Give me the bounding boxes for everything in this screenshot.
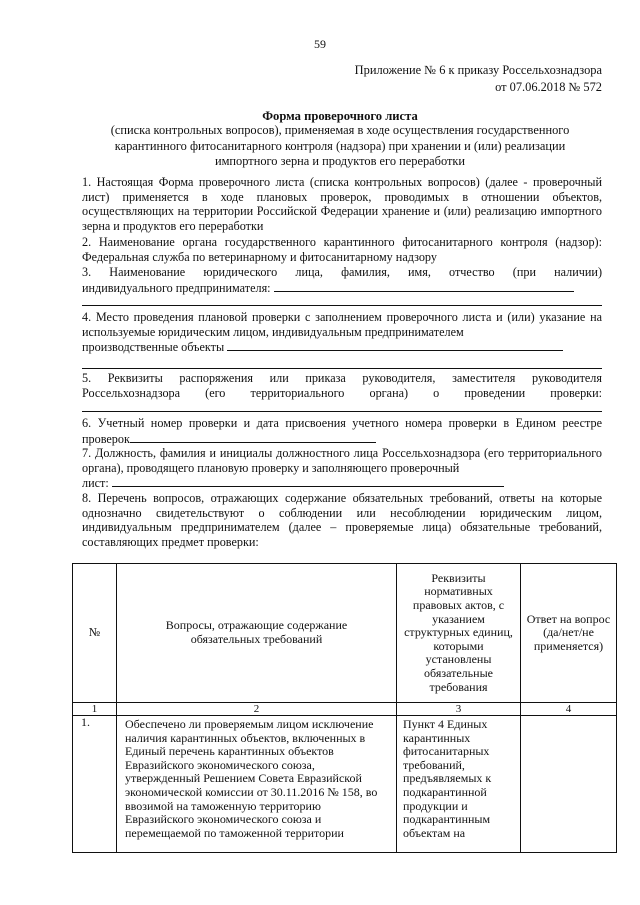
row-question: Обеспечено ли проверяемым лицом исключение наличия карантинных объектов, включенных в Единый перечень карантинных объектов Евразийского экономического союза, утвержденный Решением Совета Евразийской экономической комиссии от 30.11.2016 № 158, во ввозимой на таможенную территорию Евразийского экономического союза и перемещаемой по таможенной территории xyxy=(117,716,397,853)
row-number: 1. xyxy=(73,716,117,853)
item-7-label: лист: xyxy=(82,476,109,491)
form-title: Форма проверочного листа xyxy=(262,109,418,123)
item-8-text: 8. Перечень вопросов, отражающих содержание обязательных требований, ответы на которые однозначно свидетельствуют о соблюдении или несоблюдении юридическим лицом, индивидуальным предпринимателем (далее – проверяемые лица) обязательные требований, составляющих предмет проверки: xyxy=(82,491,602,549)
item-7 xyxy=(82,446,602,491)
item-6 xyxy=(82,416,602,446)
form-subtitle xyxy=(70,123,610,170)
item-7-text: 7. Должность, фамилия и инициалы должностного лица Россельхознадзора (его территориального органа), проводящего плановую проверку и заполняющего проверочный xyxy=(82,446,602,475)
header-questions: Вопросы, отражающие содержание обязательных требований xyxy=(117,564,397,703)
header-answer: Ответ на вопрос (да/нет/не применяется) xyxy=(521,564,617,703)
item-3-label: индивидуального предпринимателя: xyxy=(82,280,271,295)
column-number: 4 xyxy=(521,703,617,716)
item-6-fill-line xyxy=(130,431,376,443)
item-6-line-1: 6. Учетный номер проверки и дата присвоения учетного номера проверки в Едином реестре xyxy=(82,416,602,430)
column-number: 1 xyxy=(73,703,117,716)
item-3-rule xyxy=(82,305,602,306)
row-requisites: Пункт 4 Единых карантинных фитосанитарных требований, предъявляемых к подкарантинной продукции и подкарантинным объектам на xyxy=(397,716,521,853)
item-5 xyxy=(82,371,602,400)
item-6-label: проверок xyxy=(82,431,130,446)
item-1 xyxy=(82,175,602,233)
header-requisites: Реквизиты нормативных правовых актов, с указанием структурных единиц, которыми установлены обязательные требования xyxy=(397,564,521,703)
item-4-label: производственные объекты xyxy=(82,340,225,355)
column-number: 2 xyxy=(117,703,397,716)
annex-reference xyxy=(355,62,602,96)
item-4-fill-line xyxy=(227,339,563,351)
page-number: 59 xyxy=(314,37,326,51)
item-1-text: 1. Настоящая Форма проверочного листа (списка контрольных вопросов) (далее - проверочный лист) применяется в ходе плановых проверок, проводимых в отношении объектов, осуществляющих на территории Российской Федерации хранение и (или) реализацию импортного зерна и продуктов его переработки xyxy=(82,175,602,233)
item-5-line-1: 5. Реквизиты распоряжения или приказа руководителя, заместителя руководителя xyxy=(82,371,602,385)
annex-line-2: от 07.06.2018 № 572 xyxy=(495,80,602,94)
checklist-table xyxy=(72,563,617,853)
subtitle-line-1: (списка контрольных вопросов), применяемая в ходе осуществления государственного xyxy=(110,123,570,137)
column-number: 3 xyxy=(397,703,521,716)
item-5-rule xyxy=(82,411,602,412)
item-2 xyxy=(82,235,602,264)
table-row xyxy=(73,716,617,853)
item-4-text: 4. Место проведения плановой проверки с заполнением проверочного листа и (или) указание на используемые юридическим лицом, индивидуальным предпринимателем xyxy=(82,310,602,339)
item-2-text: 2. Наименование органа государственного карантинного фитосанитарного контроля (надзор): Федеральная служба по ветеринарному и фитосанитарному надзору xyxy=(82,235,602,264)
item-3-line-1: 3. Наименование юридического лица, фамилия, имя, отчество (при наличии) xyxy=(82,265,602,279)
item-3-line-2 xyxy=(82,280,602,296)
column-number-row xyxy=(73,703,617,716)
item-3 xyxy=(82,265,602,295)
header-no: № xyxy=(73,564,117,703)
subtitle-line-3: импортного зерна и продуктов его переработки xyxy=(214,154,466,168)
item-6-line-2 xyxy=(82,431,602,447)
item-4 xyxy=(82,310,602,355)
item-4-line-2 xyxy=(82,339,602,355)
item-7-line-2 xyxy=(82,475,602,491)
row-answer-cell[interactable] xyxy=(521,716,617,853)
item-8 xyxy=(82,491,602,549)
item-5-line-2: Россельхознадзора (его территориального органа) о проведении проверки: xyxy=(82,385,602,400)
table-header-row xyxy=(73,564,617,703)
annex-line-1: Приложение № 6 к приказу Россельхознадзора xyxy=(354,63,602,77)
item-4-rule xyxy=(82,368,602,369)
item-7-fill-line xyxy=(112,475,504,487)
item-3-fill-line xyxy=(274,280,574,292)
subtitle-line-2: карантинного фитосанитарного контроля (надзора) при хранении и (или) реализации xyxy=(114,138,566,153)
